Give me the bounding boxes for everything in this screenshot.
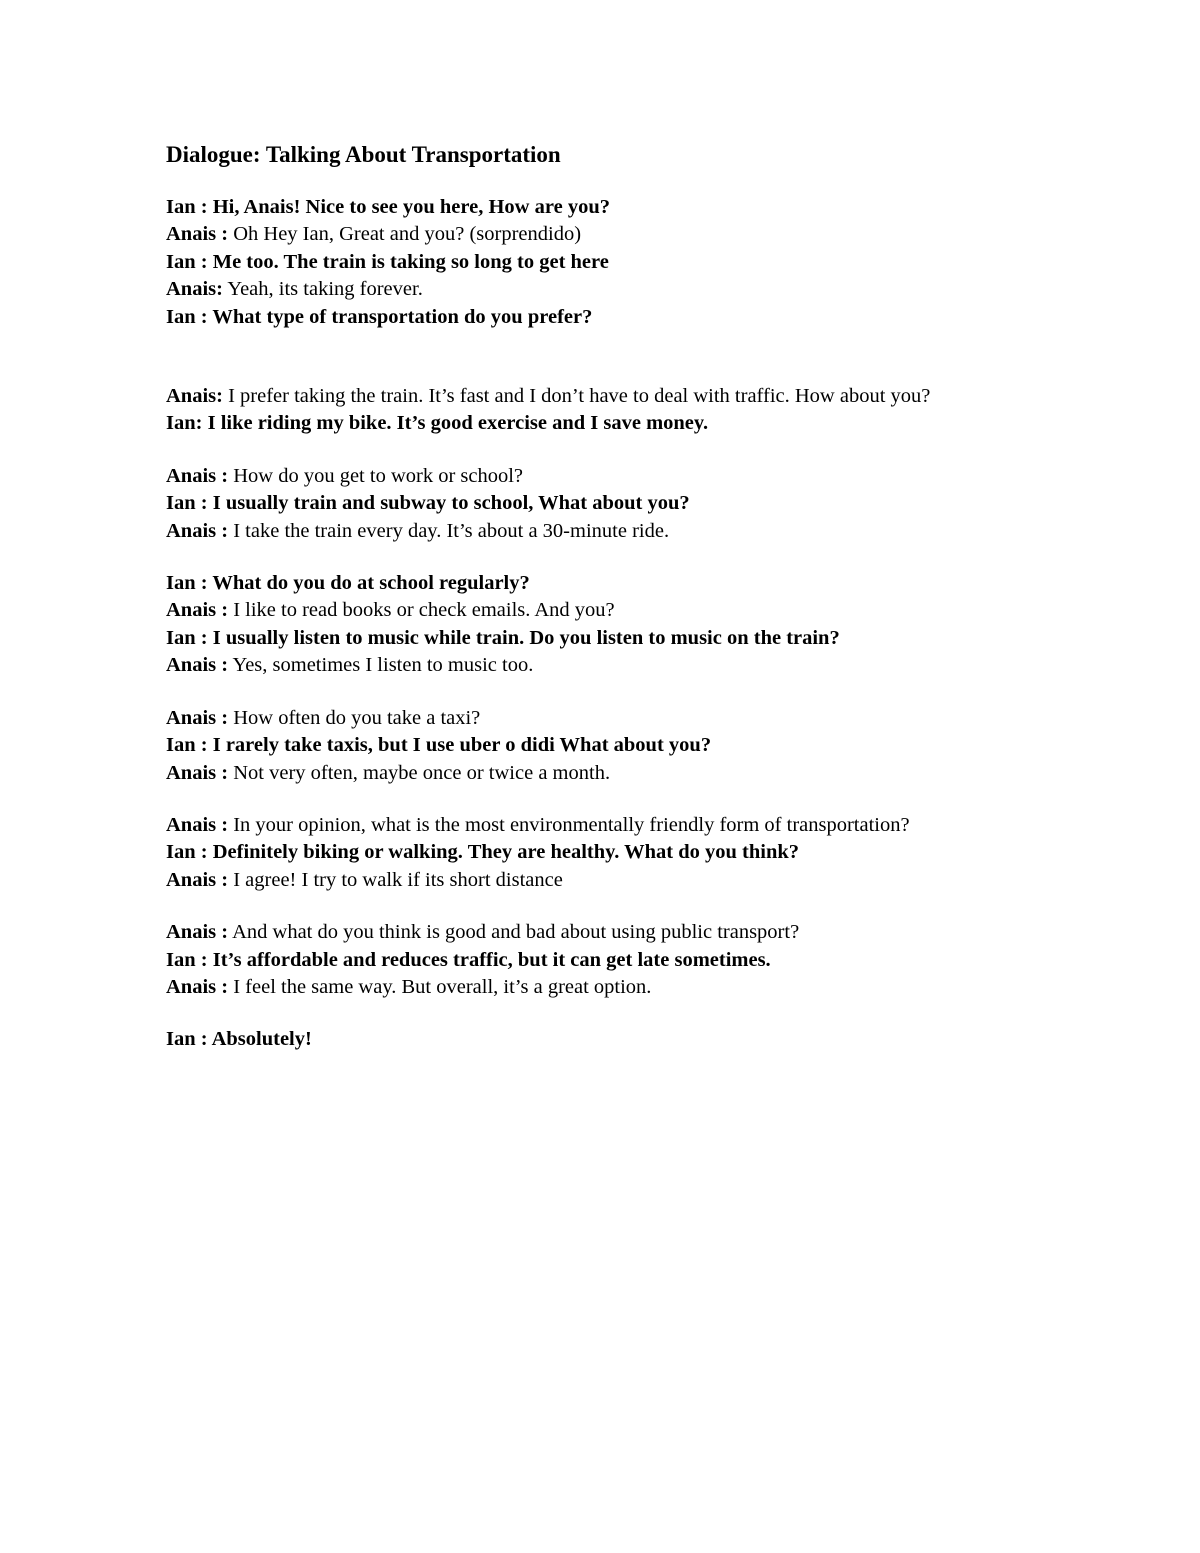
dialogue-line (166, 597, 1046, 624)
speaker-name: Ian : (166, 841, 208, 864)
utterance-text: I like riding my bike. It’s good exercise and I save money. (202, 412, 709, 435)
paragraph-gap (166, 545, 1046, 570)
speaker-name: Ian : (166, 734, 208, 757)
dialogue-line (166, 383, 1046, 410)
utterance-text: Not very often, maybe once or twice a month. (228, 761, 611, 784)
utterance-text: I feel the same way. But overall, it’s a great option. (228, 975, 652, 998)
speaker-name: Anais: (166, 278, 223, 301)
utterance-text: Yeah, its taking forever. (222, 278, 423, 301)
dialogue-line (166, 221, 1046, 248)
dialogue-line (166, 705, 1046, 732)
dialogue-exchange (166, 194, 1046, 331)
speaker-name: Anais : (166, 464, 229, 487)
dialogue-line (166, 249, 1046, 276)
dialogue-exchange (166, 919, 1046, 1001)
paragraph-gap (166, 438, 1046, 463)
dialogue-line (166, 919, 1046, 946)
speaker-name: Ian : (166, 492, 208, 515)
utterance-text: I usually train and subway to school, What about you? (207, 492, 690, 515)
paragraph-gap (166, 894, 1046, 919)
speaker-name: Ian : (166, 572, 208, 595)
dialogue-line (166, 276, 1046, 303)
dialogue-exchange (166, 383, 1046, 438)
dialogue-line (166, 867, 1046, 894)
dialogue-line (166, 839, 1046, 866)
utterance-text: I like to read books or check emails. And you? (228, 599, 615, 622)
utterance-text: What type of transportation do you prefer? (207, 305, 593, 328)
dialogue-line (166, 463, 1046, 490)
speaker-name: Ian : (166, 196, 208, 218)
speaker-name: Anais : (166, 519, 229, 542)
utterance-text: I usually listen to music while train. Do you listen to music on the train? (207, 626, 840, 649)
speaker-name: Anais : (166, 706, 229, 729)
utterance-text: Definitely biking or walking. They are healthy. What do you think? (207, 841, 799, 864)
dialogue-exchange (166, 705, 1046, 787)
speaker-name: Anais : (166, 761, 229, 784)
speaker-name: Ian: (166, 412, 203, 435)
speaker-name: Ian : (166, 305, 208, 328)
speaker-name: Ian : (166, 250, 208, 273)
speaker-name: Ian : (166, 948, 208, 971)
utterance-text: Me too. The train is taking so long to get here (207, 250, 609, 273)
dialogue-line (166, 1026, 1046, 1053)
paragraph-gap (166, 680, 1046, 705)
utterance-text: Absolutely! (207, 1028, 312, 1051)
dialogue-line (166, 732, 1046, 759)
speaker-name: Anais : (166, 975, 229, 998)
speaker-name: Ian : (166, 626, 208, 649)
dialogue-exchange (166, 1026, 1046, 1053)
dialogue-exchange (166, 463, 1046, 545)
speaker-name: Anais: (166, 385, 223, 408)
speaker-name: Anais : (166, 813, 229, 836)
dialogue-line (166, 974, 1046, 1001)
dialogue-line (166, 304, 1046, 331)
dialogue-line (166, 410, 1046, 437)
speaker-name: Anais : (166, 868, 229, 891)
document-page (166, 140, 1046, 1054)
dialogue-exchange (166, 812, 1046, 894)
paragraph-gap (166, 331, 1046, 383)
utterance-text: I take the train every day. It’s about a 30-minute ride. (228, 519, 670, 542)
utterance-text: How often do you take a taxi? (228, 706, 481, 729)
utterance-text: In your opinion, what is the most environmentally friendly form of transportation? (228, 813, 910, 836)
utterance-text: It’s affordable and reduces traffic, but it can get late sometimes. (207, 948, 771, 971)
dialogue-line (166, 194, 1046, 221)
speaker-name: Ian : (166, 1028, 208, 1051)
dialogue-line (166, 652, 1046, 679)
utterance-text: I rarely take taxis, but I use uber o didi What about you? (207, 734, 712, 757)
speaker-name: Anais : (166, 921, 229, 944)
utterance-text: What do you do at school regularly? (207, 572, 530, 595)
utterance-text: Hi, Anais! Nice to see you here, How are you? (207, 196, 610, 218)
document-title: Dialogue: Talking About Transportation (166, 142, 561, 167)
speaker-name: Anais : (166, 654, 229, 677)
dialogue-line (166, 570, 1046, 597)
utterance-text: Yes, sometimes I listen to music too. (228, 654, 534, 677)
speaker-name: Anais : (166, 599, 229, 622)
paragraph-gap (166, 1001, 1046, 1026)
paragraph-gap (166, 787, 1046, 812)
speaker-name: Anais : (166, 223, 229, 246)
utterance-text: Oh Hey Ian, Great and you? (sorprendido) (228, 223, 582, 246)
dialogue-line (166, 760, 1046, 787)
utterance-text: I agree! I try to walk if its short distance (228, 868, 563, 891)
dialogue-line (166, 812, 1046, 839)
dialogue-line (166, 518, 1046, 545)
dialogue-line (166, 947, 1046, 974)
dialogue-line (166, 625, 1046, 652)
dialogue-exchange (166, 570, 1046, 680)
dialogue-line (166, 490, 1046, 517)
utterance-text: And what do you think is good and bad about using public transport? (228, 921, 800, 944)
utterance-text: I prefer taking the train. It’s fast and I don’t have to deal with traffic. How about you? (222, 385, 931, 408)
dialogue-body (166, 194, 1046, 1054)
utterance-text: How do you get to work or school? (228, 464, 524, 487)
